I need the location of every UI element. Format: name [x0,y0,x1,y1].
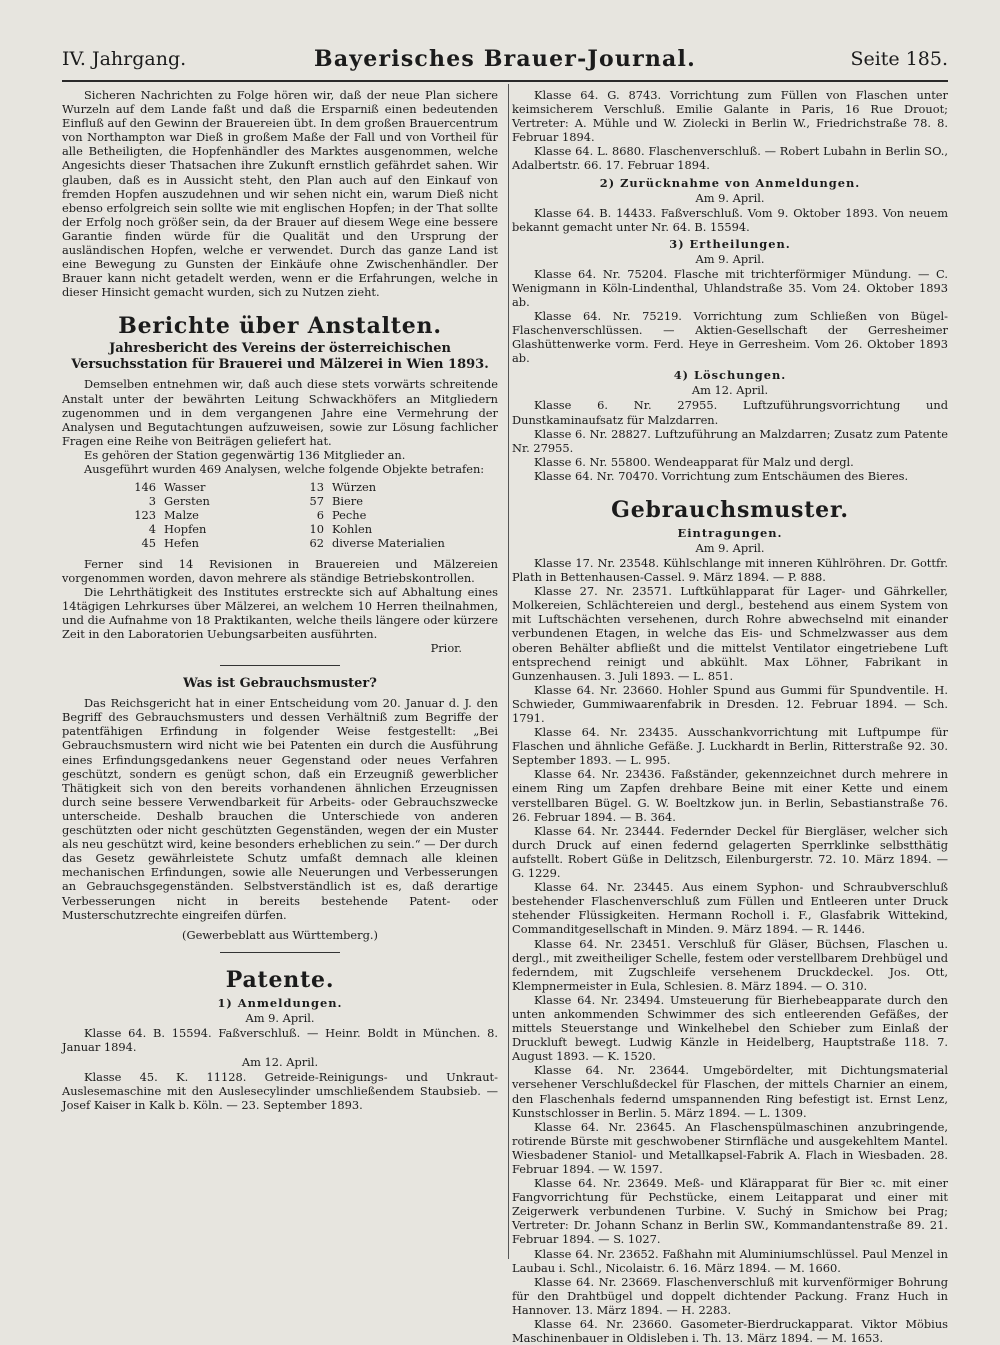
table-cell: 57 [309,494,324,509]
table-cell: 146 [134,480,156,495]
left-column [62,88,498,1112]
utility-model-entry: Klasse 64. Nr. 23494. Umsteuerung für Bierhebeapparate durch den unten ankommenden Schwimmer des sich entleerenden Gefäßes, der mittels Steuerstange und Winkelhebel den Schieber zum Einlaß der Druckluft bewegt. Ludwig Känzle in Heidelberg, Hauptstraße 118. 7. August 1893. — K. 1520. [512,992,948,1064]
utility-model-entry: Klasse 64. Nr. 23660. Hohler Spund aus Gummi für Spundventile. H. Schwieder, Gummiwaarenfabrik in Dresden. 12. Februar 1894. — Sch. 1791. [512,682,948,725]
entry-date: Am 12. April. [241,1054,319,1069]
table-cell: Gersten [164,494,210,509]
entry-date: Am 12. April. [691,383,769,398]
utility-model-entry: Klasse 64. Nr. 23436. Faßständer, gekennzeichnet durch mehrere in einem Ring um Zapfen drehbare Beine mit einer Kette und einem verstellbaren Bügel. G. W. Boeltzkow jun. in Berlin, Sebastianstraße 76. 26. Februar 1894. — B. 364. [512,767,948,824]
patente-title: Patente. [225,966,335,993]
table-row [120,536,449,550]
utility-model-entry: Klasse 64. Nr. 23660. Gasometer-Bierdruckapparat. Viktor Möbius Maschinenbauer in Oldisleben i. Th. 13. März 1894. — M. 1653. [512,1317,948,1345]
table-row [120,522,449,536]
berichte-subtitle: Jahresbericht des Vereins der österreichischen Versuchsstation für Brauerei und Mälzerei in Wien 1893. [71,341,489,373]
table-cell: 3 [148,494,156,509]
table-cell: Malze [164,508,199,523]
table-cell: Hopfen [164,522,207,537]
table-cell: 13 [309,480,324,495]
eintragungen-heading: Eintragungen. [677,525,783,540]
utility-model-entry: Klasse 64. Nr. 23435. Ausschankvorrichtung mit Luftpumpe für Flaschen und ähnliche Gefäße. J. Luckhardt in Berlin, Ritterstraße 92. 30. September 1893. — L. 995. [512,725,948,768]
source-note: (Gewerbeblatt aus Württemberg.) [182,927,378,942]
gebrauchsmuster-title: Gebrauchsmuster. [611,496,849,523]
table-cell: 10 [309,522,324,537]
table-cell: Wasser [164,480,206,495]
patent-entry: Klasse 6. Nr. 55800. Wendeapparat für Malz und dergl. [534,454,854,469]
ertheilungen-heading: 3) Ertheilungen. [669,236,791,251]
section-divider [220,665,340,666]
berichte-paragraph: Die Lehrthätigkeit des Institutes erstreckte sich auf Abhaltung eines 14tägigen Lehrkurses über Mälzerei, an welchem 10 Herren theilnahmen, und die Aufnahme von 18 Praktikanten, welche theils längere oder kürzere Zeit in den Laboratorien Uebungsarbeiten ausführten. [62,584,498,641]
utility-model-entry: Klasse 27. Nr. 23571. Luftkühlapparat für Lager- und Gährkeller, Molkereien, Schlächtereien und dergl., bestehend aus einem System von mit Luftschächten versehenen, durch Rohre abwechselnd mit einander verbundenen Etagen, in welche das Eis- und Schmelzwasser aus dem oberen Behälter abfließt und die mittelst Ventilator eingetriebene Luft entsprechend reinigt und abkühlt. Max Löhner, Fabrikant in Gunzenhausen. 3. Juli 1893. — L. 851. [512,584,948,683]
utility-model-entry: Klasse 64. Nr. 23652. Faßhahn mit Aluminiumschlüssel. Paul Menzel in Laubau i. Schl., Nicolaistr. 6. 16. März 1894. — M. 1660. [512,1246,948,1275]
table-row [120,480,449,494]
patent-entry: Klasse 64. B. 15594. Faßverschluß. — Heinr. Boldt in München. 8. Januar 1894. [62,1025,498,1054]
section-divider [220,952,340,953]
right-column [512,88,948,1345]
berichte-paragraph: Ferner sind 14 Revisionen in Brauereien und Mälzereien vorgenommen worden, davon mehrere als ständige Betriebskontrollen. [62,556,498,585]
patent-entry: Klasse 45. K. 11128. Getreide-Reinigungs- und Unkraut-Auslesemaschine mit den Auslesecylinder umschließendem Staubsieb. — Josef Kaiser in Kalk b. Köln. — 23. September 1893. [62,1069,498,1113]
table-cell: Hefen [164,536,199,551]
patent-entry: Klasse 64. B. 14433. Faßverschluß. Vom 9. Oktober 1893. Von neuem bekannt gemacht unter Nr. 64. B. 15594. [512,205,948,234]
utility-model-entry: Klasse 64. Nr. 23444. Federnder Deckel für Biergläser, welcher sich durch Druck auf einen federnd gelagerten Sperrklinke selbstthätig aufstellt. Robert Güße in Delitzsch, Eilenburgerstr. 72. 10. März 1894. — G. 1229. [512,823,948,881]
berichte-paragraph: Demselben entnehmen wir, daß auch diese stets vorwärts schreitende Anstalt unter der bewährten Leitung Schwackhöfers an Mitgliedern zugenommen und in dem vergangenen Jahre eine Vermehrung der Analysen und Begutachtungen aufzuweisen, sowie zur Lösung fachlicher Fragen eine Reihe von Beiträgen geliefert hat. [62,377,498,448]
table-cell: Kohlen [332,522,373,537]
utility-model-entry: Klasse 64. Nr. 23645. An Flaschenspülmaschinen anzubringende, rotirende Bürste mit geschwobener Stirnfläche und ausgekehltem Mantel. Wiesbadener Staniol- und Metallkapsel-Fabrik A. Flach in Wiesbaden. 28. Februar 1894. — W. 1597. [512,1119,948,1176]
patent-entry: Klasse 64. Nr. 75219. Vorrichtung zum Schließen von Bügel-Flaschenverschlüssen. — Aktien-Gesellschaft der Gerresheimer Glashüttenwerke vorm. Ferd. Heye in Gerresheim. Vom 26. Oktober 1893 ab. [512,309,948,366]
patent-entry: Klasse 64. Nr. 75204. Flasche mit trichterförmiger Mündung. — C. Wenigmann in Köln-Lindenthal, Uhlandstraße 35. Vom 24. Oktober 1893 ab. [512,266,948,309]
patent-entry: Klasse 6. Nr. 27955. Luftzuführungsvorrichtung und Dunstkaminaufsatz für Malzdarren. [512,398,948,427]
patent-entry: Klasse 64. G. 8743. Vorrichtung zum Füllen von Flaschen unter keimsicherem Verschluß. Emilie Galante in Paris, 16 Rue Drouot; Vertreter: A. Mühle und W. Ziolecki in Berlin W., Friedrichstraße 78. 8. Februar 1894. [512,88,948,145]
berichte-paragraph: Ausgeführt wurden 469 Analysen, welche folgende Objekte betrafen: [84,461,485,476]
table-row [120,508,449,522]
table-cell: diverse Materialien [332,536,445,551]
loeschungen-heading: 4) Löschungen. [673,368,787,383]
gebrauchsmuster-question: Was ist Gebrauchsmuster? [183,676,377,692]
table-cell: 4 [148,522,156,537]
gebrauchsmuster-text: Das Reichsgericht hat in einer Entscheidung vom 20. Januar d. J. den Begriff des Gebrauchsmusters und dessen Verhältniß zum Begriffe der patentfähigen Erfindung in folgender Weise festgestellt: „Bei Gebrauchsmustern wird nicht wie bei Patenten ein durch die Ausführung eines Erfindungsgedankens neuer Gegenstand oder neues Verfahren geschützt, sondern es genügt schon, daß ein Erzeugniß gewerblicher Thätigkeit sich von den bereits vorhandenen ähnlichen Erzeugnissen durch seine bessere Verwendbarkeit für Arbeits- oder Gebrauchszwecke unterscheide. Deshalb brauchen die Unterschiede von anderen geschützten oder nicht geschützten Gegenständen, wegen der ein Muster als neu geschützt wird, keine besonders erheblichen zu sein.“ — Der durch das Gesetz gewährleistete Schutz umfaßt demnach alle kleinen mechanischen Erfindungen, sowie alle Neuerungen und Verbesserungen an Gebrauchsgegenständen. Selbstverständlich ist es, daß derartige Verbesserungen nicht in bereits bestehende Patent- oder Musterschutzrechte eingreifen dürfen. [62,696,498,922]
table-cell: 6 [316,508,324,523]
page-header [62,44,948,78]
table-cell: Biere [332,494,363,509]
table-cell: Peche [332,508,367,523]
patent-entry: Klasse 6. Nr. 28827. Luftzuführung an Malzdarren; Zusatz zum Patente Nr. 27955. [512,426,948,455]
berichte-author: Prior. [430,641,462,656]
patent-entry: Klasse 64. Nr. 70470. Vorrichtung zum Entschäumen des Bieres. [534,468,909,483]
berichte-title: Berichte über Anstalten. [118,313,442,340]
table-cell: Würzen [332,480,377,495]
table-row [120,494,449,508]
entry-date: Am 9. April. [695,540,765,555]
entry-date: Am 9. April. [695,251,765,266]
utility-model-entry: Klasse 64. Nr. 23451. Verschluß für Gläser, Büchsen, Flaschen u. dergl., mit zweitheiliger Schelle, festem oder verstellbarem Drehbügel und federndem, mit Zugschleife versehenem Druckdeckel. Jos. Ott, Klempnermeister in Eula, Schlesien. 8. März 1894. — O. 310. [512,936,948,993]
utility-model-entry: Klasse 17. Nr. 23548. Kühlschlange mit inneren Kühlröhren. Dr. Gottfr. Plath in Bettenhausen-Cassel. 9. März 1894. — P. 888. [512,555,948,585]
utility-model-entry: Klasse 64. Nr. 23649. Meß- und Klärapparat für Bier ꝛc. mit einer Fangvorrichtung für Pechstücke, einem Leitapparat und einer mit Zeigerwerk verbundenen Turbine. V. Suchý in Smichow bei Prag; Vertreter: Dr. Johann Schanz in Berlin SW., Kommandantenstraße 89. 21. Februar 1894. — S. 1027. [512,1176,948,1247]
berichte-paragraph: Es gehören der Station gegenwärtig 136 Mitglieder an. [84,447,406,462]
entry-date: Am 9. April. [245,1010,315,1025]
anmeldungen-heading: 1) Anmeldungen. [217,995,343,1010]
table-cell: 62 [309,536,324,551]
utility-model-entry: Klasse 64. Nr. 23669. Flaschenverschluß mit kurvenförmiger Bohrung für den Drahtbügel und doppelt dichtender Packung. Franz Huch in Hannover. 13. März 1894. — H. 2283. [512,1274,948,1317]
entry-date: Am 9. April. [695,190,765,205]
page-number: Seite 185. [850,48,948,70]
patent-entry: Klasse 64. L. 8680. Flaschenverschluß. — Robert Lubahn in Berlin SO., Adalbertstr. 66. 17. Februar 1894. [512,144,948,173]
header-rule [62,80,948,82]
utility-model-entry: Klasse 64. Nr. 23644. Umgebördelter, mit Dichtungsmaterial versehener Verschlußdeckel für Flaschen, der mittels Charnier an einem, den Flaschenhals federnd umspannenden Ring befestigt ist. Ernst Lenz, Kunstschlosser in Berlin. 5. März 1894. — L. 1309. [512,1063,948,1120]
column-divider [508,84,509,1259]
intro-paragraph: Sicheren Nachrichten zu Folge hören wir, daß der neue Plan sichere Wurzeln auf dem Lande faßt und daß die Ersparniß einen bedeutenden Einfluß auf den Gewinn der Brauereien übt. In dem großen Brauercentrum von Northampton war Dieß in großem Maße der Fall und von Vortheil für alle Betheiligten, die Hopfenhändler des Marktes ausgenommen, welche Angesichts dieser Thatsachen ihre Zukunft ernstlich gefährdet sahen. Wir glauben, daß es in Aussicht steht, den Plan auch auf den Einkauf von fremden Hopfen auszudehnen und wir sehen nicht ein, warum Dieß nicht ebenso erfolgreich sein sollte wie mit englischen Hopfen; in der That sollte der Erfolg noch größer sein, da der Brauer auf diesem Wege eine bessere Garantie finden würde für die Qualität und den Ursprung der ausländischen Hopfen, welche er verwendet. Durch das ganze Land ist eine Bewegung zu Gunsten der Einkäufe ohne Zwischenhändler. Der Brauer kann nicht getadelt werden, wenn er die Erfahrungen, welche in dieser Hinsicht gemacht wurden, sich zu Nutzen zieht. [62,88,498,300]
table-cell: 123 [134,508,156,523]
analysis-table [120,480,449,550]
utility-model-entry: Klasse 64. Nr. 23445. Aus einem Syphon- und Schraubverschluß bestehender Flaschenverschluß zum Füllen und Entleeren unter Druck stehender Flüssigkeiten. Hermann Rocholl i. F., Glasfabrik Wittekind, Commanditgesellschaft in Minden. 9. März 1894. — R. 1446. [512,880,948,937]
table-cell: 45 [141,536,156,551]
journal-title: Bayerisches Brauer-Journal. [314,46,696,72]
volume-label: IV. Jahrgang. [62,48,187,70]
zuruecknahme-heading: 2) Zurücknahme von Anmeldungen. [599,175,861,190]
